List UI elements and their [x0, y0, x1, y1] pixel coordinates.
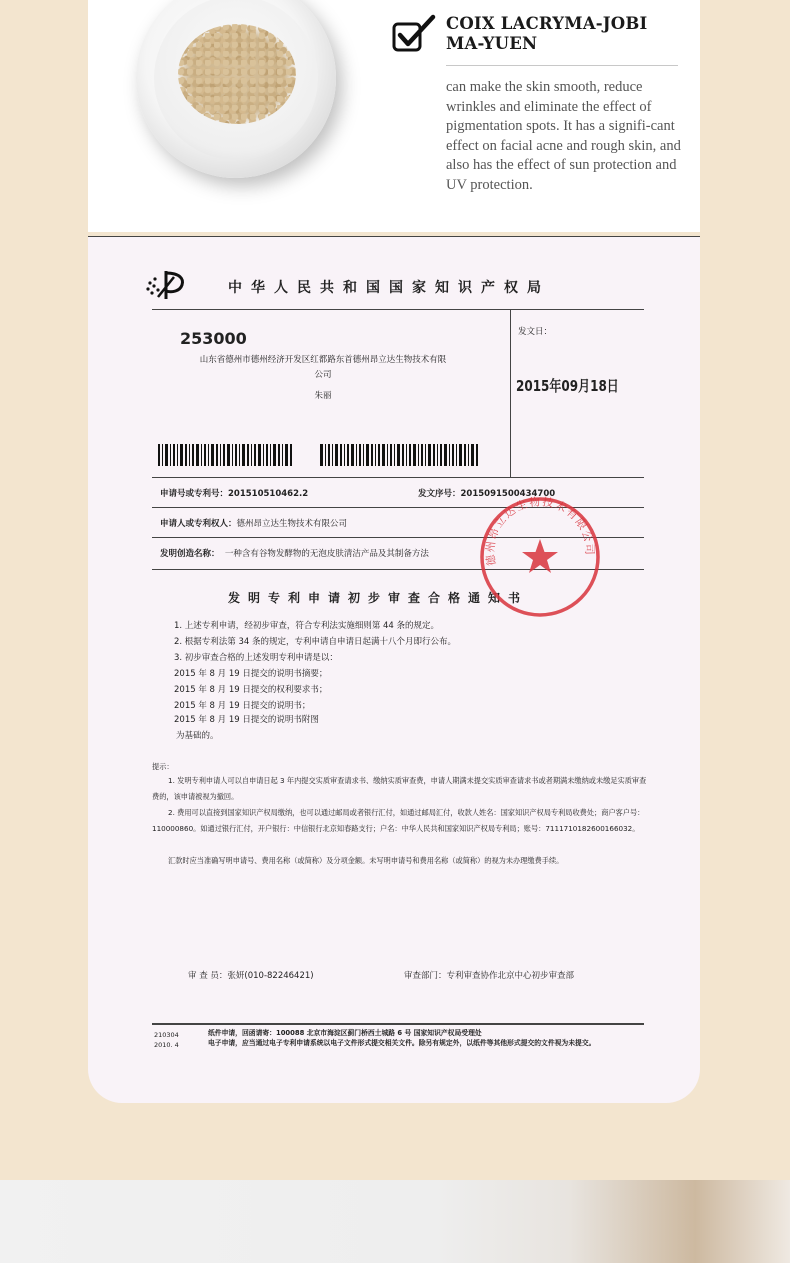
notice-title: 发明专利申请初步审查合格通知书	[228, 591, 529, 605]
recipient-name: 朱丽	[314, 391, 332, 401]
ingredient-title-line2: MA-YUEN	[446, 34, 538, 53]
form-code: 210304	[154, 1031, 179, 1039]
form-version: 2010. 4	[154, 1041, 179, 1049]
rule	[152, 477, 644, 478]
examiner: 审 查 员：张妍(010-82246421)	[188, 971, 314, 981]
rule	[152, 1023, 644, 1025]
address-line: 山东省德州市德州经济开发区红都路东首德州昂立达生物技术有限	[199, 355, 447, 365]
serial-no: 2015091500434700	[460, 489, 556, 499]
notice-item: 2015 年 8 月 19 日提交的说明书；	[174, 701, 311, 711]
company-seal-stamp	[476, 493, 604, 621]
invention: 一种含有谷物发酵物的无泡皮肤清洁产品及其制备方法	[224, 549, 429, 559]
notice-item: 2. 根据专利法第 34 条的规定，专利申请自申请日起满十八个月即行公布。	[174, 637, 457, 647]
notice-item: 2015 年 8 月 19 日提交的说明书附图	[174, 715, 319, 725]
rule	[152, 309, 644, 310]
title-divider	[446, 65, 678, 66]
footer-instructions: 纸件申请，回函请寄：100088 北京市海淀区蓟门桥西土城路 6 号 国家知识产权局受理处 电子申请，应当通过电子专利申请系统以电子文件形式提交相关文件。除另有规定外，以纸件等其他形式提交的文件视为未提交。	[208, 1029, 596, 1047]
postcode: 253000	[180, 329, 247, 348]
note-item: 1. 发明专利申请人可以自申请日起 3 年内提交实质审查请求书、缴纳实质审查费，申请人期满未提交实质审查请求书或者期满未缴纳或未缴足实质审查费的，该申请被视为撤回。	[152, 776, 647, 801]
invention-field	[160, 547, 429, 559]
patent-certificate	[88, 236, 700, 1103]
checkbox-check-icon	[391, 14, 437, 54]
note-item: 2. 费用可以直接到国家知识产权局缴纳，也可以通过邮局或者银行汇付，如通过邮局汇付，收款人姓名：国家知识产权局专利局收费处；商户客户号：110000860。如通过银行汇付，开户银行：中信银行北京知春路支行；户名：中华人民共和国家知识产权局专利局；账号：7111710182600166032。	[152, 808, 645, 833]
ingredient-description: can make the skin smooth, reduce wrinkles and eliminate the effect of pigmentation spots. It has a signifi-cant effect on facial acne and rough skin, and also has the effect of sun protection and UV protection.	[446, 79, 681, 193]
notice-item: 为基础的。	[176, 731, 219, 741]
serial-no-label: 发文序号：	[418, 489, 461, 499]
send-date-label: 发文日：	[518, 327, 553, 337]
notice-item: 3. 初步审查合格的上述发明专利申请是以：	[174, 653, 338, 663]
seal-text: 德州昂立达生物技术有限公司	[483, 495, 597, 567]
application-no-field	[160, 487, 308, 499]
barcode-right	[320, 444, 480, 466]
send-date: 2015年09月18日	[516, 377, 619, 395]
notice-item: 2015 年 8 月 19 日提交的权利要求书；	[174, 685, 328, 695]
grain-bowl-image	[136, 0, 336, 178]
ingredient-title	[446, 14, 696, 54]
recipient-address	[158, 353, 488, 383]
application-no-label: 申请号或专利号：	[160, 489, 229, 499]
notes-label: 提示：	[152, 762, 174, 771]
examination-department: 审查部门：专利审查协作北京中心初步审查部	[404, 971, 575, 981]
ingredient-card	[88, 0, 700, 232]
coix-seed-grains	[178, 24, 296, 124]
application-no: 201510510462.2	[228, 489, 309, 499]
cnipa-logo	[144, 269, 190, 301]
invention-label: 发明创造名称：	[160, 549, 220, 559]
applicant: 德州昂立达生物技术有限公司	[236, 519, 348, 529]
rule	[510, 309, 511, 477]
note-item: 汇款时应当准确写明申请号、费用名称（或简称）及分项金额。未写明申请号和费用名称（或简称）的视为未办理缴费手续。	[168, 856, 564, 865]
applicant-label: 申请人或专利权人：	[160, 519, 237, 529]
address-line: 公司	[314, 370, 332, 380]
notice-item: 2015 年 8 月 19 日提交的说明书摘要；	[174, 669, 328, 679]
ingredient-title-line1: COIX LACRYMA-JOBI	[446, 14, 648, 33]
barcode-left	[158, 444, 292, 466]
applicant-field	[160, 517, 347, 529]
bottom-banner	[0, 1180, 790, 1263]
office-name: 中华人民共和国国家知识产权局	[228, 280, 550, 296]
notice-item: 1. 上述专利申请，经初步审查，符合专利法实施细则第 44 条的规定。	[174, 621, 440, 631]
